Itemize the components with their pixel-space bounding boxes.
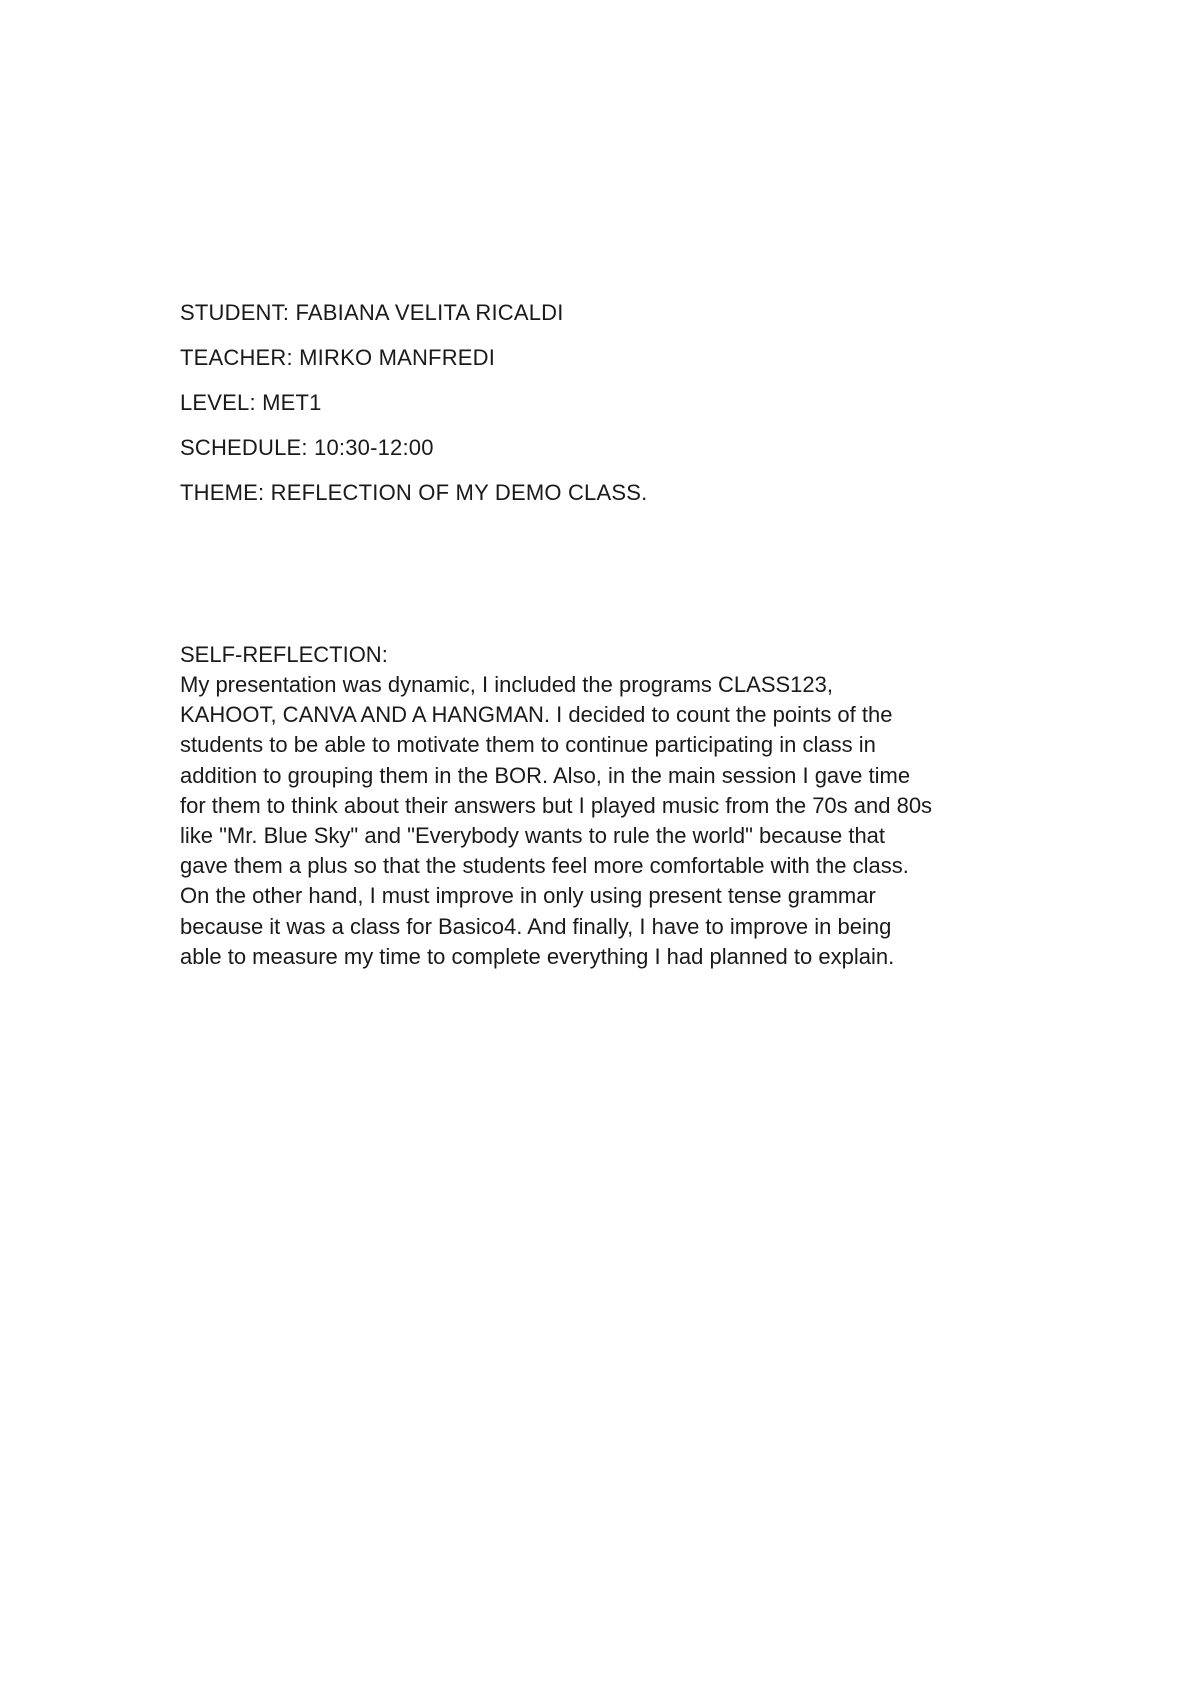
schedule-line: SCHEDULE: 10:30-12:00 xyxy=(180,435,434,460)
level-line: LEVEL: MET1 xyxy=(180,390,322,415)
self-reflection-section xyxy=(180,640,1080,972)
paragraph-line: for them to think about their answers but I played music from the 70s and 80s xyxy=(180,792,933,818)
paragraph-line: like "Mr. Blue Sky" and "Everybody wants to rule the world" because that xyxy=(180,823,886,849)
paragraph-line: able to measure my time to complete everything I had planned to explain. xyxy=(180,943,895,969)
paragraph-line: students to be able to motivate them to continue participating in class in xyxy=(180,732,876,758)
student-line: STUDENT: FABIANA VELITA RICALDI xyxy=(180,300,564,325)
theme-line: THEME: REFLECTION OF MY DEMO CLASS. xyxy=(180,480,648,505)
paragraph-line: addition to grouping them in the BOR. Also, in the main session I gave time xyxy=(180,762,911,788)
paragraph-line: My presentation was dynamic, I included the programs CLASS123, xyxy=(180,672,833,697)
self-reflection-paragraph xyxy=(180,670,1080,972)
document-header xyxy=(180,300,1080,525)
self-reflection-heading: SELF-REFLECTION: xyxy=(180,642,388,667)
paragraph-line: On the other hand, I must improve in only using present tense grammar xyxy=(180,883,876,909)
paragraph-line: because it was a class for Basico4. And finally, I have to improve in being xyxy=(180,913,892,939)
paragraph-line: gave them a plus so that the students feel more comfortable with the class. xyxy=(180,853,909,879)
teacher-line: TEACHER: MIRKO MANFREDI xyxy=(180,345,496,370)
paragraph-line: KAHOOT, CANVA AND A HANGMAN. I decided to count the points of the xyxy=(180,702,893,728)
